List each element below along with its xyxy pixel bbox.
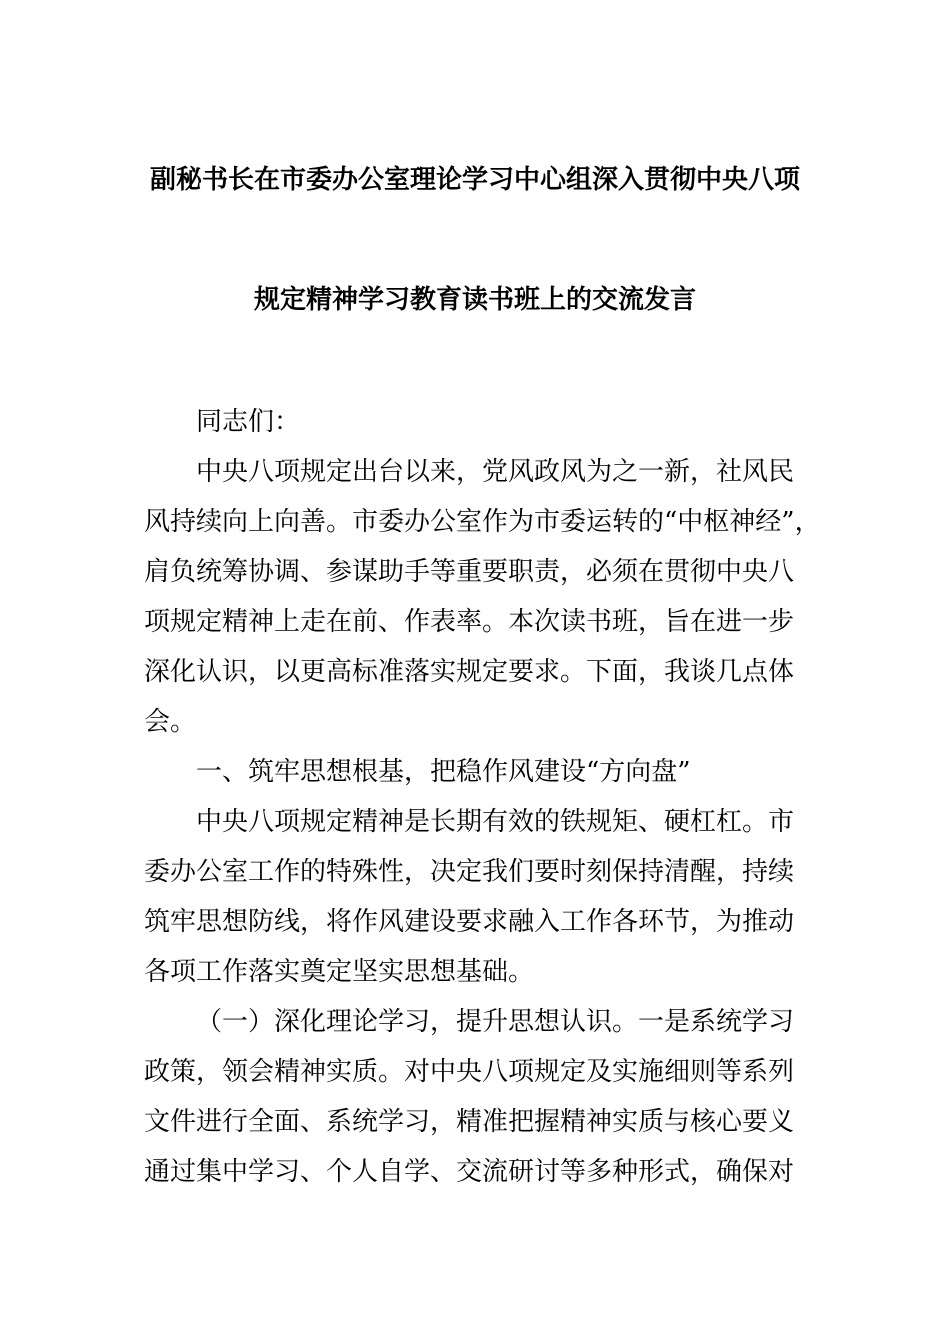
paragraph-3-line-1: （一）深化理论学习，提升思想认识。一是系统学习 — [196, 1007, 795, 1037]
paragraph-1-line-3: 肩负统筹协调、参谋助手等重要职责，必须在贯彻中央八 — [144, 557, 795, 587]
paragraph-2-line-4: 各项工作落实奠定坚实思想基础。 — [144, 957, 535, 987]
paragraph-3-line-3: 文件进行全面、系统学习，精准把握精神实质与核心要义 — [144, 1107, 795, 1137]
section-heading-1: 一、筑牢思想根基，把稳作风建设“方向盘” — [196, 757, 691, 787]
document-title-line-2: 规定精神学习教育读书班上的交流发言 — [253, 285, 696, 315]
salutation: 同志们： — [196, 407, 301, 437]
paragraph-3-line-2: 政策，领会精神实质。对中央八项规定及实施细则等系列 — [144, 1057, 795, 1087]
paragraph-2-line-1: 中央八项规定精神是长期有效的铁规矩、硬杠杠。市 — [196, 807, 795, 837]
paragraph-1-line-4: 项规定精神上走在前、作表率。本次读书班，旨在进一步 — [144, 607, 795, 637]
paragraph-2-line-2: 委办公室工作的特殊性，决定我们要时刻保持清醒，持续 — [144, 857, 795, 887]
paragraph-1-line-2: 风持续向上向善。市委办公室作为市委运转的“中枢神经”， — [144, 507, 821, 537]
paragraph-1-line-5: 深化认识，以更高标准落实规定要求。下面，我谈几点体 — [144, 657, 795, 687]
paragraph-1-line-6: 会。 — [144, 707, 197, 737]
paragraph-1-line-1: 中央八项规定出台以来，党风政风为之一新，社风民 — [196, 457, 795, 487]
paragraph-3-line-4: 通过集中学习、个人自学、交流研讨等多种形式，确保对 — [144, 1157, 795, 1187]
paragraph-2-line-3: 筑牢思想防线，将作风建设要求融入工作各环节，为推动 — [144, 907, 795, 937]
document-title-line-1: 副秘书长在市委办公室理论学习中心组深入贯彻中央八项 — [149, 165, 800, 195]
